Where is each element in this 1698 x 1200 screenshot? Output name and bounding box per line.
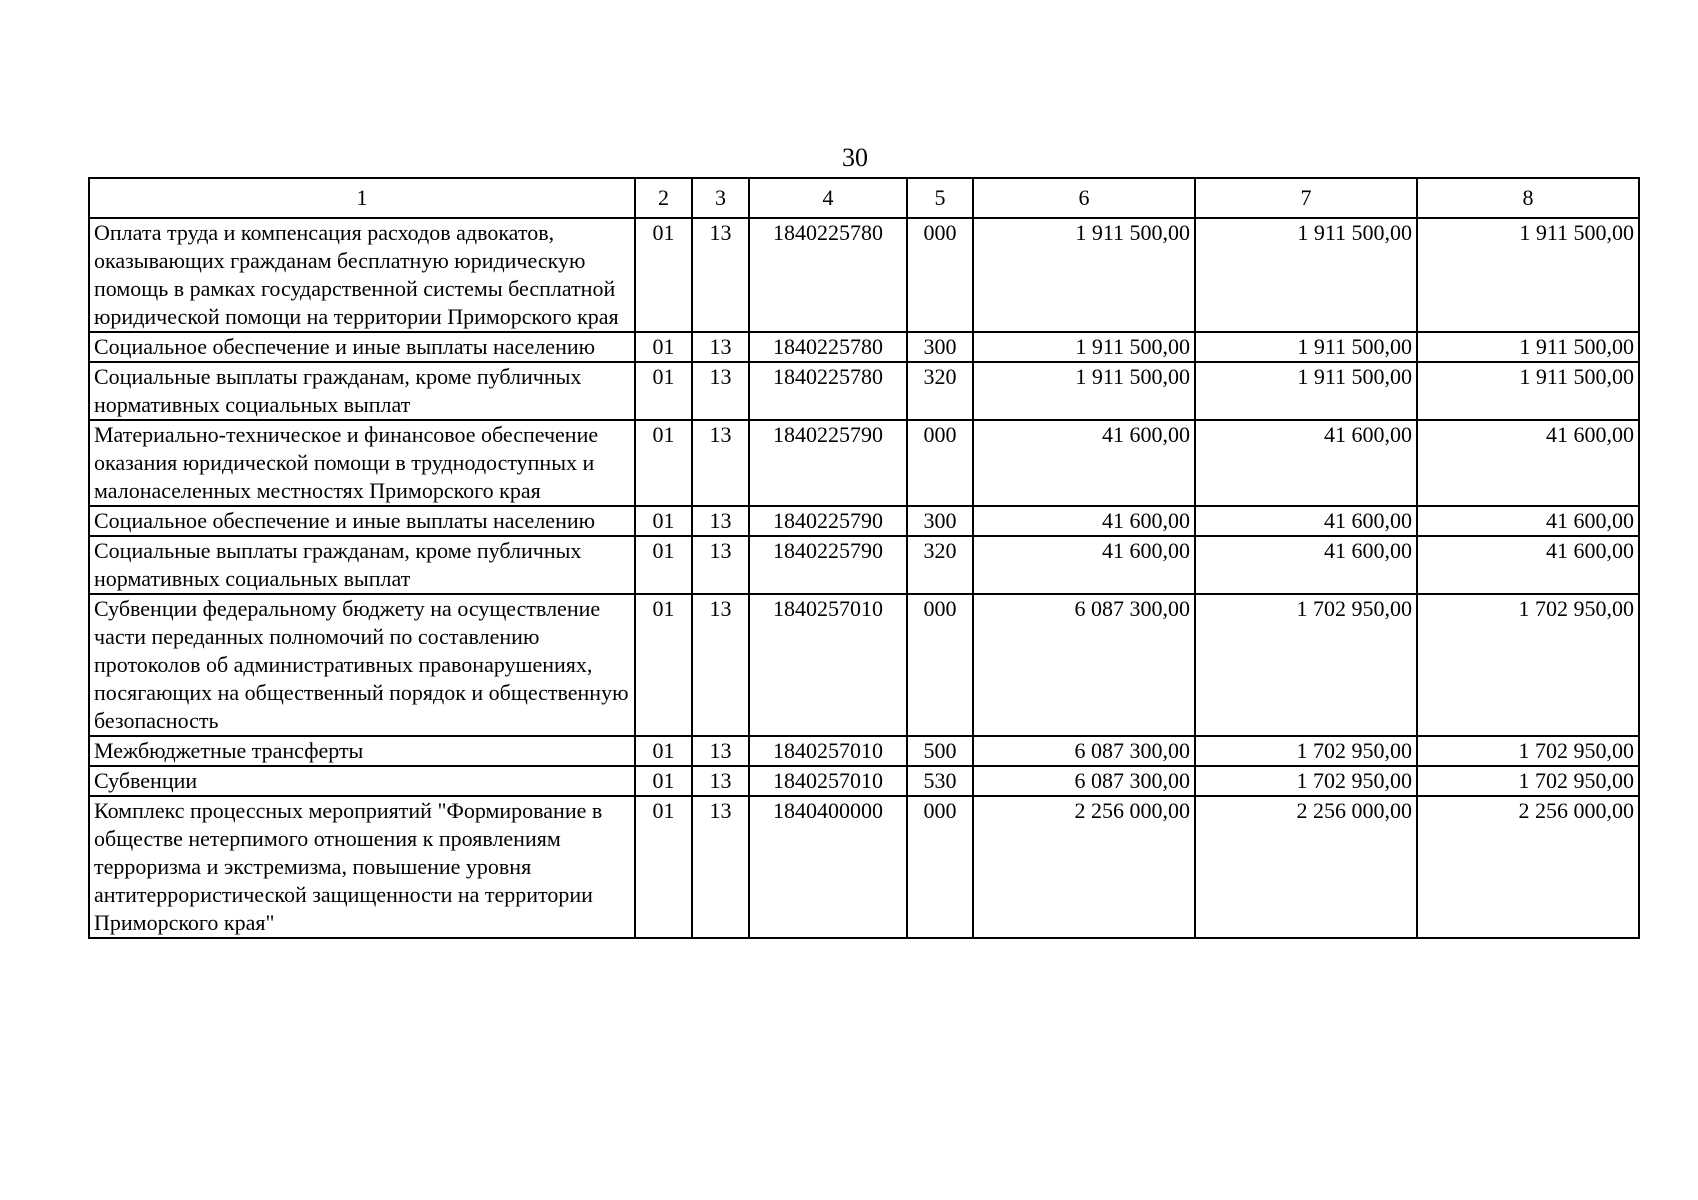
amount-col-7: 1 911 500,00: [1195, 218, 1417, 332]
row-name: Социальные выплаты гражданам, кроме публичных нормативных социальных выплат: [89, 536, 635, 594]
amount-col-6: 6 087 300,00: [973, 736, 1195, 766]
table-row: [89, 536, 1639, 594]
amount-col-7: 2 256 000,00: [1195, 796, 1417, 938]
expense-type-code: 000: [907, 796, 973, 938]
amount-col-8: 1 702 950,00: [1417, 736, 1639, 766]
row-name: Социальное обеспечение и иные выплаты населению: [89, 506, 635, 536]
amount-col-7: 41 600,00: [1195, 536, 1417, 594]
column-header-3: 3: [692, 178, 749, 218]
row-name: Межбюджетные трансферты: [89, 736, 635, 766]
amount-col-6: 6 087 300,00: [973, 766, 1195, 796]
target-article-code: 1840257010: [749, 594, 907, 736]
row-name: Социальные выплаты гражданам, кроме публичных нормативных социальных выплат: [89, 362, 635, 420]
page-number: 30: [842, 143, 868, 172]
table-row: [89, 594, 1639, 736]
expense-type-code: 300: [907, 506, 973, 536]
amount-col-8: 41 600,00: [1417, 506, 1639, 536]
amount-col-6: 1 911 500,00: [973, 332, 1195, 362]
amount-col-7: 1 702 950,00: [1195, 594, 1417, 736]
amount-col-8: 2 256 000,00: [1417, 796, 1639, 938]
column-header-1: 1: [89, 178, 635, 218]
budget-table: [88, 177, 1640, 939]
target-article-code: 1840225780: [749, 218, 907, 332]
amount-col-8: 41 600,00: [1417, 420, 1639, 506]
section-code: 01: [635, 796, 692, 938]
amount-col-8: 1 911 500,00: [1417, 332, 1639, 362]
amount-col-6: 41 600,00: [973, 420, 1195, 506]
table-row: [89, 796, 1639, 938]
target-article-code: 1840225790: [749, 536, 907, 594]
row-name: Оплата труда и компенсация расходов адвокатов, оказывающих гражданам бесплатную юридическую помощь в рамках государственной системы бесплатной юридической помощи на территории Приморского края: [89, 218, 635, 332]
target-article-code: 1840225790: [749, 506, 907, 536]
expense-type-code: 500: [907, 736, 973, 766]
section-code: 01: [635, 332, 692, 362]
amount-col-7: 1 911 500,00: [1195, 332, 1417, 362]
row-name: Комплекс процессных мероприятий "Формирование в обществе нетерпимого отношения к проявлениям терроризма и экстремизма, повышение уровня антитеррористической защищенности на территории Приморского края": [89, 796, 635, 938]
target-article-code: 1840225780: [749, 362, 907, 420]
target-article-code: 1840257010: [749, 736, 907, 766]
column-header-2: 2: [635, 178, 692, 218]
column-header-5: 5: [907, 178, 973, 218]
table-row: [89, 420, 1639, 506]
subsection-code: 13: [692, 766, 749, 796]
subsection-code: 13: [692, 594, 749, 736]
row-name: Субвенции федеральному бюджету на осуществление части переданных полномочий по составлению протоколов об административных правонарушениях, посягающих на общественный порядок и общественную безопасность: [89, 594, 635, 736]
amount-col-8: 1 911 500,00: [1417, 218, 1639, 332]
row-name: Социальное обеспечение и иные выплаты населению: [89, 332, 635, 362]
amount-col-7: 1 911 500,00: [1195, 362, 1417, 420]
row-name: Субвенции: [89, 766, 635, 796]
amount-col-6: 1 911 500,00: [973, 218, 1195, 332]
table-row: [89, 362, 1639, 420]
subsection-code: 13: [692, 736, 749, 766]
section-code: 01: [635, 536, 692, 594]
column-header-8: 8: [1417, 178, 1639, 218]
header-row: [89, 178, 1639, 218]
subsection-code: 13: [692, 362, 749, 420]
amount-col-7: 1 702 950,00: [1195, 766, 1417, 796]
amount-col-6: 41 600,00: [973, 506, 1195, 536]
target-article-code: 1840400000: [749, 796, 907, 938]
amount-col-8: 1 702 950,00: [1417, 594, 1639, 736]
amount-col-6: 6 087 300,00: [973, 594, 1195, 736]
table-row: [89, 218, 1639, 332]
expense-type-code: 000: [907, 594, 973, 736]
amount-col-6: 1 911 500,00: [973, 362, 1195, 420]
section-code: 01: [635, 594, 692, 736]
expense-type-code: 300: [907, 332, 973, 362]
amount-col-7: 1 702 950,00: [1195, 736, 1417, 766]
amount-col-6: 41 600,00: [973, 536, 1195, 594]
section-code: 01: [635, 506, 692, 536]
target-article-code: 1840257010: [749, 766, 907, 796]
column-header-7: 7: [1195, 178, 1417, 218]
table-row: [89, 506, 1639, 536]
subsection-code: 13: [692, 796, 749, 938]
section-code: 01: [635, 218, 692, 332]
expense-type-code: 320: [907, 362, 973, 420]
section-code: 01: [635, 420, 692, 506]
expense-type-code: 000: [907, 218, 973, 332]
amount-col-8: 1 702 950,00: [1417, 766, 1639, 796]
table-row: [89, 332, 1639, 362]
row-name: Материально-техническое и финансовое обеспечение оказания юридической помощи в труднодоступных и малонаселенных местностях Приморского края: [89, 420, 635, 506]
section-code: 01: [635, 736, 692, 766]
column-header-4: 4: [749, 178, 907, 218]
expense-type-code: 000: [907, 420, 973, 506]
amount-col-6: 2 256 000,00: [973, 796, 1195, 938]
amount-col-8: 41 600,00: [1417, 536, 1639, 594]
target-article-code: 1840225790: [749, 420, 907, 506]
table-row: [89, 736, 1639, 766]
subsection-code: 13: [692, 536, 749, 594]
section-code: 01: [635, 766, 692, 796]
subsection-code: 13: [692, 420, 749, 506]
amount-col-7: 41 600,00: [1195, 420, 1417, 506]
table-row: [89, 766, 1639, 796]
subsection-code: 13: [692, 332, 749, 362]
amount-col-7: 41 600,00: [1195, 506, 1417, 536]
column-header-6: 6: [973, 178, 1195, 218]
subsection-code: 13: [692, 218, 749, 332]
section-code: 01: [635, 362, 692, 420]
expense-type-code: 320: [907, 536, 973, 594]
subsection-code: 13: [692, 506, 749, 536]
expense-type-code: 530: [907, 766, 973, 796]
target-article-code: 1840225780: [749, 332, 907, 362]
amount-col-8: 1 911 500,00: [1417, 362, 1639, 420]
